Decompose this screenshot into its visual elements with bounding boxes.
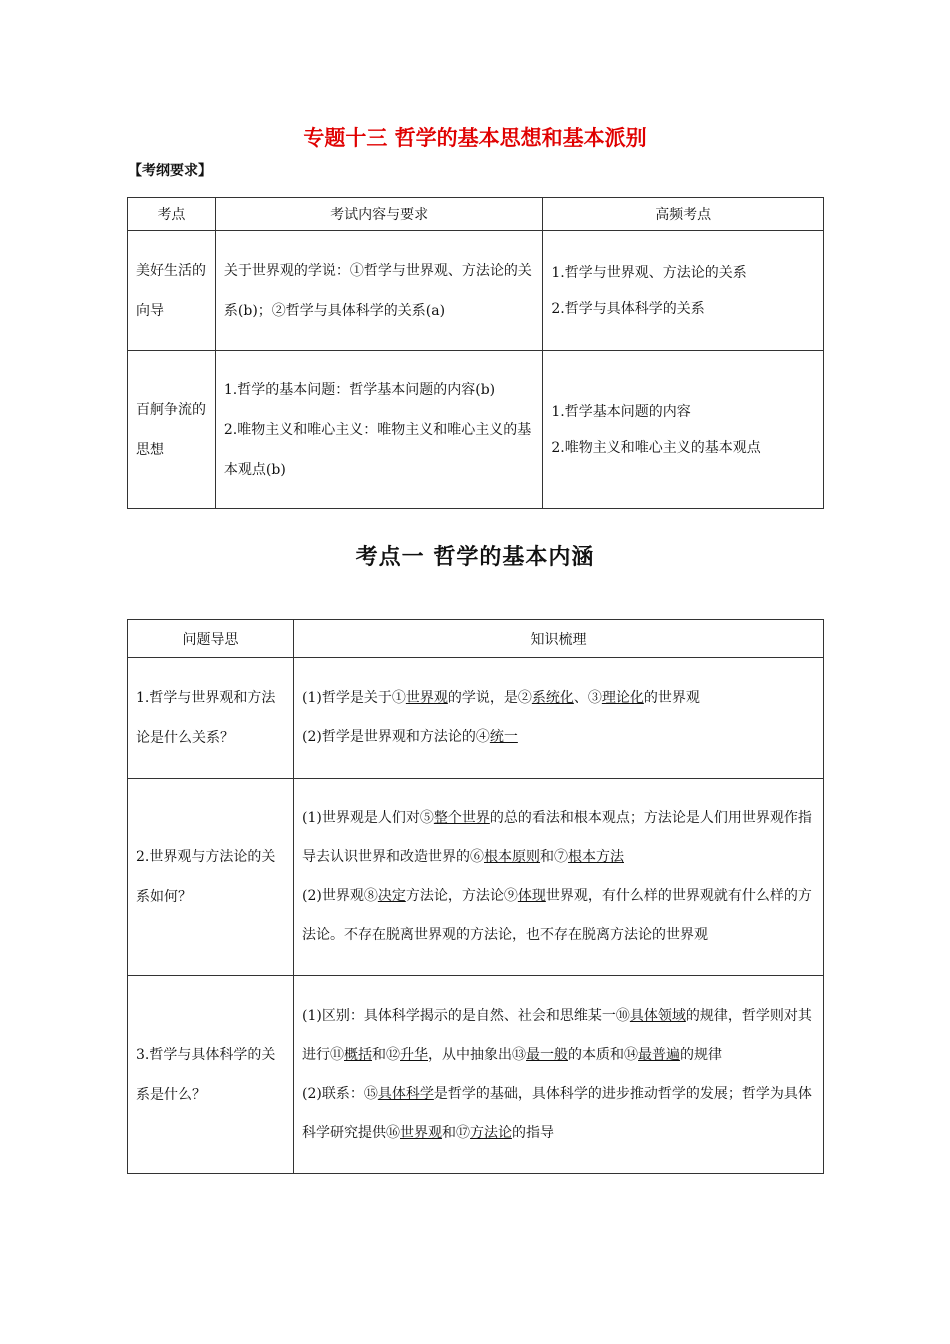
answer-blank: 世界观: [405, 690, 448, 706]
table-row: [128, 779, 824, 976]
header-question: 问题导思: [128, 620, 294, 658]
answer-blank: 理论化: [601, 690, 644, 706]
syllabus-table: [127, 197, 824, 509]
text-run: (1)世界观是人们对⑤: [302, 810, 434, 826]
content-cell: [215, 351, 543, 509]
answer-line: [302, 679, 815, 718]
answer-blank: 系统化: [531, 690, 574, 706]
text-run: (2)世界观⑧: [302, 888, 378, 904]
text-run: 和⑫: [372, 1046, 400, 1063]
hot-item: 1.哲学与世界观、方法论的关系: [551, 264, 747, 281]
answer-blank: 决定: [377, 888, 406, 904]
text-run: 、③: [573, 690, 602, 706]
answer-blank: 根本方法: [568, 849, 624, 865]
answer-blank: 具体科学: [377, 1085, 434, 1102]
text-run: 的世界观: [643, 690, 700, 706]
answer-blank: 统一: [489, 729, 518, 745]
text-run: (2)联系：⑮: [302, 1085, 378, 1102]
text-run: ，从中抽象出⑬: [428, 1046, 526, 1063]
text-run: 的学说，是②: [447, 690, 532, 706]
text-run: 的指导: [512, 1124, 554, 1141]
text-run: 世界观，有什么样的世界观就有什么样的方法论。不存在脱离世界观的方法论，也不存在脱离方法论的世界观: [302, 888, 812, 943]
text-run: 是哲学的基础，具体科学的进步推动哲学的发展；哲学为具体科学研究提供⑯: [302, 1085, 812, 1141]
knowledge-table: [127, 619, 824, 1174]
answer-cell: [294, 658, 824, 779]
answer-blank: 升华: [400, 1046, 428, 1063]
content-item: 1.哲学的基本问题：哲学基本问题的内容(b): [223, 381, 496, 398]
answer-blank: 最普遍: [638, 1046, 680, 1063]
text-run: 的本质和⑭: [568, 1046, 638, 1063]
text-run: 的规律，哲学则对其进行⑪: [302, 1007, 812, 1063]
page-title: 专题十三 哲学的基本思想和基本派别: [303, 126, 647, 150]
answer-cell: [294, 779, 824, 976]
answer-blank: 方法论: [470, 1124, 512, 1141]
content-cell: 关于世界观的学说：①哲学与世界观、方法论的关系(b)；②哲学与具体科学的关系(a): [215, 231, 543, 351]
answer-line: [302, 1075, 815, 1153]
question-cell: 1.哲学与世界观和方法论是什么关系？: [128, 658, 294, 779]
text-run: (1)区别：具体科学揭示的是自然、社会和思维某一⑩: [302, 1007, 630, 1024]
answer-blank: 体现: [517, 888, 546, 904]
question-cell: 3.哲学与具体科学的关系是什么？: [128, 976, 294, 1174]
hot-item: 2.唯物主义和唯心主义的基本观点: [551, 439, 761, 456]
answer-blank: 整个世界: [433, 810, 490, 826]
header-content: 考试内容与要求: [215, 198, 543, 231]
header-knowledge: 知识梳理: [294, 620, 824, 658]
question-cell: 2.世界观与方法论的关系如何？: [128, 779, 294, 976]
answer-blank: 世界观: [400, 1124, 442, 1141]
text-run: 和⑰: [442, 1124, 470, 1141]
hot-item: 1.哲学基本问题的内容: [551, 403, 691, 420]
text-run: 方法论，方法论⑨: [405, 888, 518, 904]
text-run: 和⑦: [540, 849, 568, 865]
table-row: [128, 976, 824, 1174]
table-header-row: [128, 620, 824, 658]
answer-blank: 根本原则: [484, 849, 540, 865]
answer-blank: 最一般: [526, 1046, 568, 1063]
answer-line: [302, 877, 815, 955]
table-header-row: [128, 198, 824, 231]
header-hot: 高频考点: [543, 198, 824, 231]
topic-cell: 百舸争流的思想: [128, 351, 216, 509]
answer-line: [302, 799, 815, 877]
table-row: [128, 231, 824, 351]
text-run: 的总的看法和根本观点；方法论是人们用世界观作指导去认识世界和改造世界的⑥: [302, 810, 812, 865]
header-topic: 考点: [128, 198, 216, 231]
text-run: 的规律: [680, 1046, 722, 1063]
answer-line: [302, 718, 815, 757]
answer-line: [302, 997, 815, 1075]
answer-blank: 概括: [344, 1046, 372, 1063]
text-run: (2)哲学是世界观和方法论的④: [302, 729, 490, 745]
table-row: [128, 658, 824, 779]
hot-item: 2.哲学与具体科学的关系: [551, 300, 705, 317]
hot-cell: [543, 351, 824, 509]
section-title: 考点一 哲学的基本内涵: [355, 545, 595, 570]
topic-cell: 美好生活的向导: [128, 231, 216, 351]
answer-cell: [294, 976, 824, 1174]
text-run: (1)哲学是关于①: [302, 690, 406, 706]
content-item: 2.唯物主义和唯心主义：唯物主义和唯心主义的基本观点(b): [223, 421, 532, 478]
table-row: [128, 351, 824, 509]
requirement-heading: 【考纲要求】: [128, 163, 212, 179]
answer-blank: 具体领域: [629, 1007, 686, 1024]
hot-cell: [543, 231, 824, 351]
